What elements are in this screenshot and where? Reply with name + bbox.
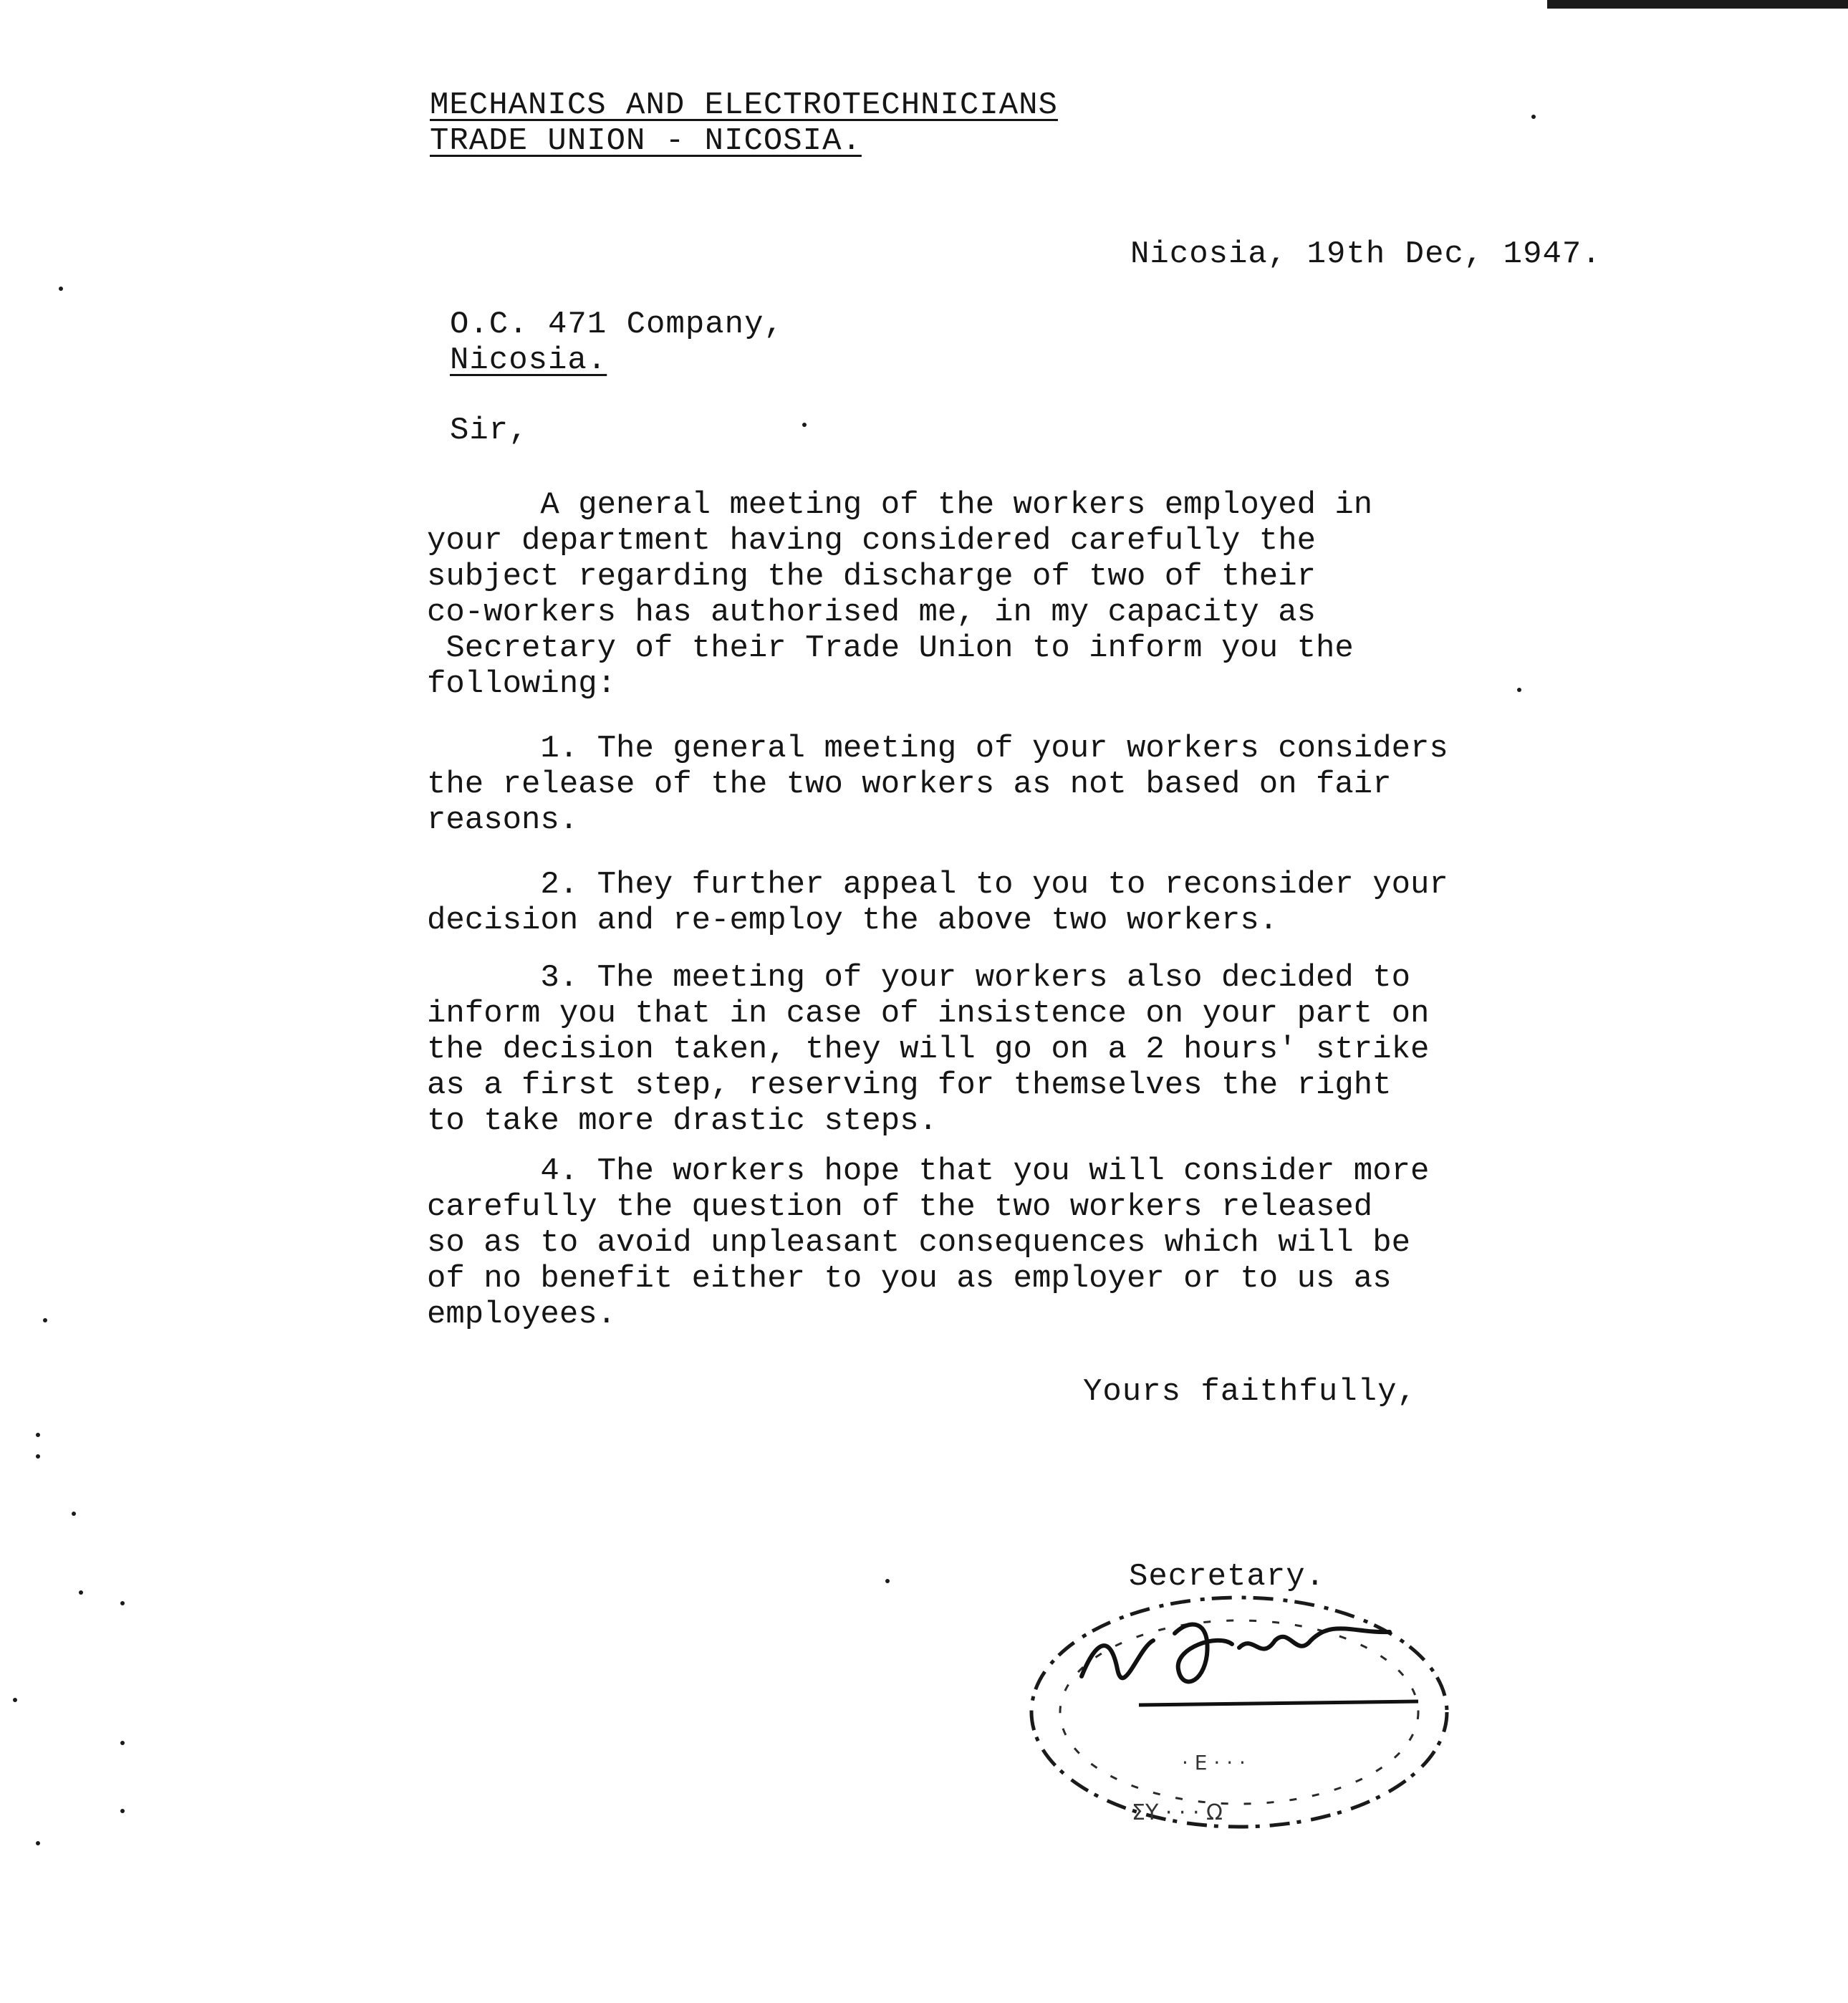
intro-line: following: xyxy=(427,666,617,702)
point-line: 4. The workers hope that you will consider more xyxy=(427,1153,1430,1189)
point-line: of no benefit either to you as employer or to us as xyxy=(427,1261,1392,1297)
recipient-line-1: O.C. 471 Company, xyxy=(450,307,784,342)
point-line: 3. The meeting of your workers also decided to xyxy=(427,960,1411,996)
svg-text:ΣΥ · · · Ω: ΣΥ · · · Ω xyxy=(1132,1800,1223,1825)
point-line: employees. xyxy=(427,1297,617,1332)
scan-speck xyxy=(802,423,807,427)
recipient-line-2: Nicosia. xyxy=(450,342,607,378)
scan-speck xyxy=(120,1601,125,1605)
point-line: carefully the question of the two workers released xyxy=(427,1189,1373,1225)
letterhead-line-1: MECHANICS AND ELECTROTECHNICIANS xyxy=(430,87,1058,123)
scan-speck xyxy=(36,1433,40,1437)
scan-speck xyxy=(120,1741,125,1745)
point-2 xyxy=(427,867,1645,938)
closing: Yours faithfully, xyxy=(1083,1374,1417,1410)
signature-title: Secretary. xyxy=(1129,1559,1326,1595)
scan-edge-mark xyxy=(1547,0,1848,9)
scan-speck xyxy=(79,1590,83,1595)
point-line: inform you that in case of insistence on your part on xyxy=(427,996,1430,1032)
letter-date: Nicosia, 19th Dec, 1947. xyxy=(1130,236,1602,272)
point-line: reasons. xyxy=(427,802,579,838)
intro-line: subject regarding the discharge of two of their xyxy=(427,559,1317,595)
intro-line: your department having considered carefully the xyxy=(427,523,1317,559)
intro-line: A general meeting of the workers employed in xyxy=(427,487,1373,523)
point-1 xyxy=(427,731,1645,838)
scan-speck xyxy=(43,1318,47,1322)
point-line: the release of the two workers as not based on fair xyxy=(427,767,1392,802)
svg-text:· E · · ·: · E · · · xyxy=(1182,1751,1246,1774)
scan-speck xyxy=(885,1579,890,1583)
point-4 xyxy=(427,1153,1645,1332)
scan-speck xyxy=(72,1512,76,1516)
point-line: the decision taken, they will go on a 2 hours' strike xyxy=(427,1032,1430,1067)
scan-speck xyxy=(36,1841,40,1845)
scan-speck xyxy=(13,1698,17,1702)
scan-speck xyxy=(1531,115,1536,119)
intro-line: Secretary of their Trade Union to inform you the xyxy=(427,630,1354,666)
point-line: decision and re-employ the above two workers. xyxy=(427,903,1279,938)
scan-speck xyxy=(36,1454,40,1459)
scan-speck xyxy=(1517,688,1521,692)
salutation: Sir, xyxy=(450,413,529,448)
scan-speck xyxy=(59,287,63,291)
intro-line: co-workers has authorised me, in my capacity as xyxy=(427,595,1317,630)
point-line: to take more drastic steps. xyxy=(427,1103,938,1139)
letterhead-line-2: TRADE UNION - NICOSIA. xyxy=(430,123,862,159)
point-3 xyxy=(427,960,1645,1139)
point-line: as a first step, reserving for themselves the right xyxy=(427,1067,1392,1103)
point-line: so as to avoid unpleasant consequences which will be xyxy=(427,1225,1411,1261)
point-line: 2. They further appeal to you to reconsider your xyxy=(427,867,1448,903)
intro-paragraph xyxy=(427,487,1645,702)
point-line: 1. The general meeting of your workers considers xyxy=(427,731,1448,767)
scan-speck xyxy=(120,1809,125,1813)
